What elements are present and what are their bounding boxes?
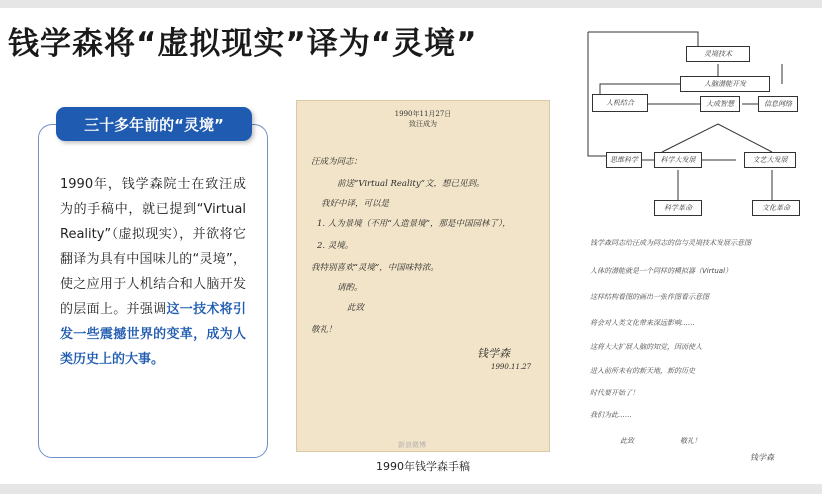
letter-line: 请酌。	[337, 283, 363, 293]
notes-line: 人体的潜能就是一个同样的模拟器（Virtual）	[590, 267, 733, 275]
diagram-node: 信息网络	[758, 96, 798, 112]
letter-sign-date: 1990.11.27	[491, 363, 532, 371]
notes-line: 此致	[620, 437, 634, 445]
letter-line: 2. 灵境。	[317, 241, 354, 251]
bottom-bar	[0, 484, 822, 494]
handwritten-notes	[590, 238, 812, 468]
letter-line: 前送“Virtual Reality”文，想已见到。	[337, 179, 485, 189]
card-text	[60, 172, 246, 372]
notes-line: 这将大大扩展人脑的知觉，因而使人	[590, 343, 702, 351]
letter-line: 汪成为同志：	[311, 157, 363, 167]
notes-line: 将会对人类文化带来深远影响……	[590, 319, 695, 327]
watermark: 新浪微博	[398, 441, 426, 449]
flow-diagram	[582, 24, 814, 224]
page-title: 钱学森将“虚拟现实”译为“灵境”	[8, 26, 478, 62]
letter-line: 敬礼！	[311, 325, 337, 335]
diagram-node: 科学大发展	[654, 152, 702, 168]
letter-signature: 钱学森	[477, 347, 510, 360]
diagram-node: 人脑潜能开发	[680, 76, 770, 92]
card-text-highlight: 这一技术将引发一些震撼世界的变革，成为人类历史上的大事。	[60, 302, 246, 367]
manuscript-caption: 1990年钱学森手稿	[376, 460, 470, 473]
diagram-node: 思维科学	[606, 152, 642, 168]
notes-line: 钱学森同志给汪成为同志的信与灵境技术发展示意图	[590, 239, 751, 247]
top-bar	[0, 0, 822, 8]
diagram-node: 文化革命	[752, 200, 800, 216]
letter-recipient: 致汪成为	[409, 120, 437, 128]
notes-signature: 钱学森	[750, 453, 774, 462]
notes-line: 时代要开始了！	[590, 389, 639, 397]
notes-line: 这样结构看图的画出一张作图看示意图	[590, 293, 709, 301]
diagram-node: 人机结合	[592, 94, 648, 112]
letter-line: 我好中译，可以是	[321, 199, 390, 209]
diagram-node: 大成智慧	[700, 96, 740, 112]
letter-line: 我特别喜欢“灵境”，中国味特浓。	[311, 263, 439, 273]
letter-line: 此致	[347, 303, 365, 313]
manuscript-letter	[296, 100, 550, 452]
card-text-plain: 1990年，钱学森院士在致汪成为的手稿中，就已提到“Virtual Reality”（虚拟现实），并欲将它翻译为具有中国味儿的“灵境”，使之应用于人机结合和人脑开发的层面上。并强调	[60, 177, 246, 317]
letter-line: 1. 人为景境（不用“人造景境”，那是中国园林了），	[317, 219, 511, 229]
card-heading: 三十多年前的“灵境”	[56, 107, 252, 141]
notes-line: 进入前所未有的新天地，新的历史	[590, 367, 695, 375]
diagram-node: 文艺大发展	[744, 152, 796, 168]
diagram-node: 灵境技术	[686, 46, 750, 62]
notes-line: 我们为此……	[590, 411, 632, 419]
diagram-node: 科学革命	[654, 200, 702, 216]
letter-date: 1990年11月27日	[394, 110, 452, 118]
notes-line: 敬礼！	[680, 437, 701, 445]
